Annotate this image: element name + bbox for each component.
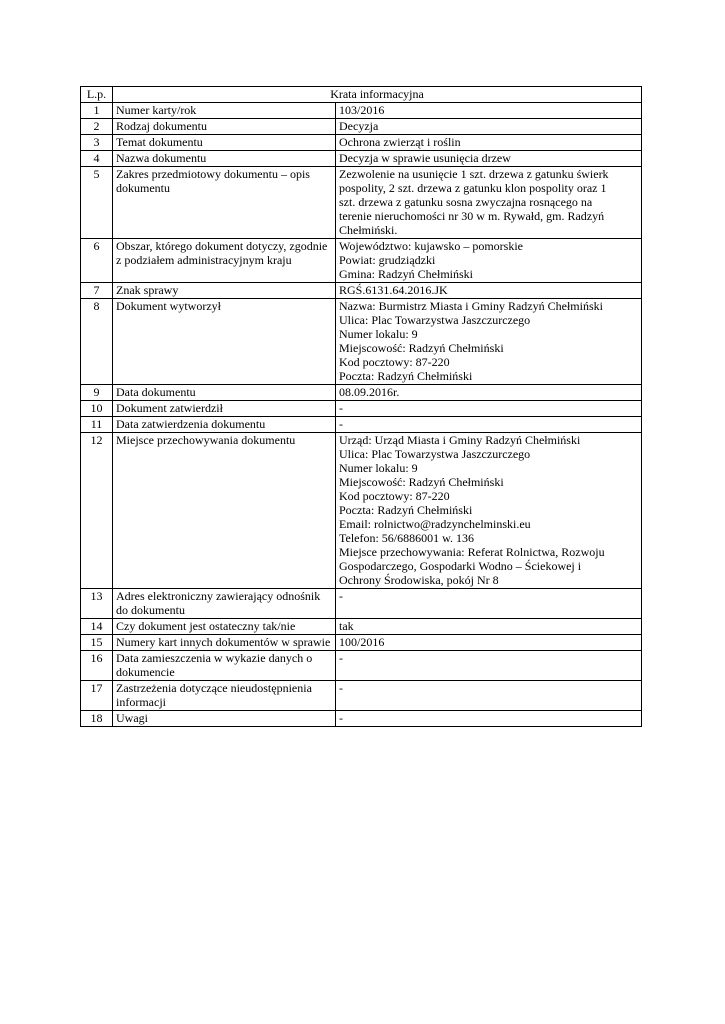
table-row (81, 151, 642, 167)
row-value-line: terenie nieruchomości nr 30 w m. Rywałd, gm. Radzyń (339, 209, 605, 223)
row-number: 5 (81, 167, 113, 239)
row-value-line: Gospodarczego, Gospodarki Wodno – Ściekowej i (339, 559, 582, 573)
row-number: 3 (81, 135, 113, 151)
row-number: 10 (81, 401, 113, 417)
row-value (336, 167, 642, 239)
row-value-line: - (339, 417, 343, 431)
row-value (336, 299, 642, 385)
row-value-line: Urząd: Urząd Miasta i Gminy Radzyń Chełmiński (339, 433, 581, 447)
row-number: 4 (81, 151, 113, 167)
row-number: 18 (81, 711, 113, 727)
row-value-line: 103/2016 (339, 103, 385, 117)
table-row (81, 239, 642, 283)
row-label: Numery kart innych dokumentów w sprawie (113, 635, 336, 651)
row-value-line: - (339, 711, 343, 725)
row-value-line: Ulica: Plac Towarzystwa Jaszczurczego (339, 447, 531, 461)
row-value-line: Numer lokalu: 9 (339, 461, 418, 475)
row-value-line: 100/2016 (339, 635, 385, 649)
row-label: Temat dokumentu (113, 135, 336, 151)
row-label: Czy dokument jest ostateczny tak/nie (113, 619, 336, 635)
row-number: 6 (81, 239, 113, 283)
row-label: Adres elektroniczny zawierający odnośnik do dokumentu (113, 589, 336, 619)
row-value-line: Ulica: Plac Towarzystwa Jaszczurczego (339, 313, 531, 327)
row-number: 2 (81, 119, 113, 135)
row-value-line: Numer lokalu: 9 (339, 327, 418, 341)
row-value (336, 401, 642, 417)
table-row (81, 711, 642, 727)
row-value-line: Gmina: Radzyń Chełmiński (339, 267, 473, 281)
row-value (336, 635, 642, 651)
row-label: Dokument zatwierdził (113, 401, 336, 417)
table-row (81, 417, 642, 433)
row-label: Zakres przedmiotowy dokumentu – opis dokumentu (113, 167, 336, 239)
row-number: 14 (81, 619, 113, 635)
row-value-line: Kod pocztowy: 87-220 (339, 355, 450, 369)
row-value (336, 417, 642, 433)
row-label: Data zamieszczenia w wykazie danych o dokumencie (113, 651, 336, 681)
table-row (81, 681, 642, 711)
row-value-line: Miejscowość: Radzyń Chełmiński (339, 475, 504, 489)
row-value-line: Chełmiński. (339, 223, 398, 237)
table-row (81, 385, 642, 401)
row-number: 16 (81, 651, 113, 681)
row-value-line: Decyzja w sprawie usunięcia drzew (339, 151, 511, 165)
row-number: 17 (81, 681, 113, 711)
table-row (81, 589, 642, 619)
row-value-line: - (339, 651, 343, 665)
row-label: Zastrzeżenia dotyczące nieudostępnienia informacji (113, 681, 336, 711)
row-value-line: - (339, 681, 343, 695)
row-number: 13 (81, 589, 113, 619)
row-value-line: RGŚ.6131.64.2016.JK (339, 283, 448, 297)
row-label: Rodzaj dokumentu (113, 119, 336, 135)
row-value-line: Ochrony Środowiska, pokój Nr 8 (339, 573, 499, 587)
row-value-line: Kod pocztowy: 87-220 (339, 489, 450, 503)
row-number: 15 (81, 635, 113, 651)
row-value (336, 103, 642, 119)
row-value (336, 151, 642, 167)
row-value-line: tak (339, 619, 354, 633)
table-row (81, 283, 642, 299)
row-value (336, 651, 642, 681)
row-value-line: szt. drzewa z gatunku sosna zwyczajna rosnącego na (339, 195, 593, 209)
row-value-line: Miejscowość: Radzyń Chełmiński (339, 341, 504, 355)
row-value-line: Poczta: Radzyń Chełmiński (339, 369, 473, 383)
row-value (336, 239, 642, 283)
row-value (336, 681, 642, 711)
row-value (336, 619, 642, 635)
row-label: Miejsce przechowywania dokumentu (113, 433, 336, 589)
row-value-line: Zezwolenie na usunięcie 1 szt. drzewa z gatunku świerk (339, 167, 609, 181)
table-row (81, 119, 642, 135)
row-number: 12 (81, 433, 113, 589)
row-value-line: pospolity, 2 szt. drzewa z gatunku klon pospolity oraz 1 (339, 181, 607, 195)
row-value-line: Powiat: grudziądzki (339, 253, 436, 267)
row-value-line: Decyzja (339, 119, 379, 133)
row-value-line: Ochrona zwierząt i roślin (339, 135, 461, 149)
row-value-line: Poczta: Radzyń Chełmiński (339, 503, 473, 517)
row-label: Obszar, którego dokument dotyczy, zgodnie z podziałem administracyjnym kraju (113, 239, 336, 283)
row-label: Data zatwierdzenia dokumentu (113, 417, 336, 433)
row-value (336, 385, 642, 401)
header-title: Krata informacyjna (113, 87, 642, 103)
row-value-line: Nazwa: Burmistrz Miasta i Gminy Radzyń Chełmiński (339, 299, 603, 313)
table-row (81, 103, 642, 119)
info-table (80, 86, 642, 727)
row-number: 1 (81, 103, 113, 119)
row-label: Znak sprawy (113, 283, 336, 299)
row-value-line: 08.09.2016r. (339, 385, 400, 399)
table-row (81, 401, 642, 417)
row-label: Uwagi (113, 711, 336, 727)
row-value (336, 711, 642, 727)
row-label: Dokument wytworzył (113, 299, 336, 385)
header-lp: L.p. (81, 87, 113, 103)
row-value (336, 119, 642, 135)
table-row (81, 167, 642, 239)
row-number: 9 (81, 385, 113, 401)
table-row (81, 135, 642, 151)
table-row (81, 433, 642, 589)
row-value (336, 135, 642, 151)
row-value (336, 433, 642, 589)
row-value (336, 589, 642, 619)
table-row (81, 635, 642, 651)
row-label: Numer karty/rok (113, 103, 336, 119)
row-value-line: Miejsce przechowywania: Referat Rolnictwa, Rozwoju (339, 545, 605, 559)
row-value-line: Województwo: kujawsko – pomorskie (339, 239, 524, 253)
row-label: Nazwa dokumentu (113, 151, 336, 167)
table-row (81, 619, 642, 635)
row-value-line: Email: rolnictwo@radzynchelminski.eu (339, 517, 531, 531)
row-number: 7 (81, 283, 113, 299)
row-value (336, 283, 642, 299)
table-body (81, 103, 642, 727)
row-value-line: Telefon: 56/6886001 w. 136 (339, 531, 475, 545)
row-value-line: - (339, 589, 343, 603)
row-number: 8 (81, 299, 113, 385)
table-row (81, 299, 642, 385)
row-value-line: - (339, 401, 343, 415)
row-number: 11 (81, 417, 113, 433)
row-label: Data dokumentu (113, 385, 336, 401)
table-header-row (81, 87, 642, 103)
table-row (81, 651, 642, 681)
